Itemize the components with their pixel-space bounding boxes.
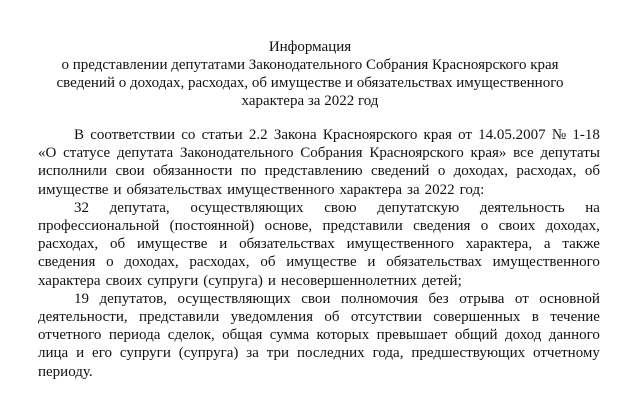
paragraph-full-time-deputies: [38, 199, 600, 290]
word: о: [437, 163, 446, 180]
word: также: [562, 236, 600, 253]
text-line: [38, 344, 600, 362]
word: свои: [301, 290, 331, 307]
word: представили: [322, 218, 403, 235]
word: об: [109, 236, 126, 253]
text-line: [38, 272, 600, 290]
word: (супруга): [178, 345, 239, 362]
text-line: [38, 326, 600, 344]
word: доходах,: [453, 163, 508, 180]
text-line: [38, 290, 600, 308]
word: супруги: [119, 345, 171, 362]
word: сделок,: [167, 327, 215, 344]
word: №: [551, 127, 567, 143]
word: статьи: [201, 127, 243, 143]
word: супруги: [147, 272, 199, 289]
word: на: [585, 199, 600, 216]
word: которых: [316, 327, 370, 344]
word: депутата: [116, 145, 174, 162]
word: превышает: [376, 327, 448, 344]
title-line: сведений о доходах, расходах, об имуществе и обязательствах имущественного: [56, 75, 564, 91]
word: 2.2: [248, 127, 268, 143]
word: 32: [74, 199, 89, 216]
text-line: [38, 235, 600, 253]
word: года,: [372, 345, 404, 362]
word: Законодательного: [179, 145, 294, 162]
word: отсутствии: [350, 309, 422, 326]
word: сведения: [38, 254, 96, 271]
word: данного: [548, 327, 600, 344]
word: исполнили: [38, 163, 108, 180]
word: статусе: [63, 145, 111, 162]
text-line: [38, 162, 600, 180]
word: 1-18: [572, 127, 600, 143]
word: предшествующих: [411, 345, 526, 362]
text-line: [38, 308, 600, 326]
text-line: [38, 363, 600, 381]
word: полномочия: [340, 290, 419, 307]
word: Собрания: [300, 145, 363, 162]
word: общий: [454, 327, 498, 344]
word: обязательствах: [239, 236, 335, 253]
word: от: [458, 127, 472, 143]
paragraph-part-time-deputies: [38, 290, 600, 381]
text-line: [38, 181, 600, 199]
word: 14.05.2007: [478, 127, 546, 143]
word: периоду.: [38, 363, 93, 380]
word: Красноярского: [322, 127, 418, 143]
word: деятельности,: [38, 309, 128, 326]
word: а: [543, 236, 551, 253]
word: об: [260, 254, 276, 271]
word: края: [423, 127, 452, 143]
word: доходах,: [124, 254, 179, 271]
word: расходах,: [189, 254, 250, 271]
word: имуществе: [38, 181, 109, 198]
word: со: [181, 127, 196, 143]
word: уведомления: [230, 309, 313, 326]
word: отрыва: [459, 290, 505, 307]
title-line: характера за 2022 год: [241, 93, 379, 109]
word: обязательствах: [386, 254, 482, 271]
word: без: [428, 290, 449, 307]
word: осуществляющих: [190, 199, 304, 216]
text-line: [38, 253, 600, 271]
word: лица: [38, 345, 69, 362]
text-line: [38, 126, 600, 144]
word: представлению: [264, 163, 363, 180]
word: о: [480, 218, 489, 235]
word: сведения: [413, 218, 471, 235]
word: профессиональной: [38, 218, 160, 235]
word: за: [407, 181, 420, 198]
word: все: [513, 145, 534, 162]
word: имущественного: [492, 254, 600, 271]
word: характера: [38, 272, 101, 289]
word: основе,: [264, 218, 313, 235]
word: 19: [74, 290, 89, 307]
word: периода: [108, 327, 161, 344]
document-title: [40, 38, 580, 110]
word: Закона: [273, 127, 317, 143]
word: (постоянной): [169, 218, 255, 235]
word: за: [246, 345, 259, 362]
word: характера: [339, 181, 403, 198]
word: расходах,: [516, 163, 577, 180]
word: свои: [115, 163, 145, 180]
word: течение: [550, 309, 600, 326]
title-line: Информация: [268, 39, 352, 55]
word: своих: [105, 272, 143, 289]
word: края»: [470, 145, 507, 162]
word: представили: [138, 309, 220, 326]
word: Красноярского: [369, 145, 464, 162]
word: и: [367, 254, 376, 271]
word: свою: [324, 199, 357, 216]
word: сумма: [269, 327, 310, 344]
word: общая: [222, 327, 263, 344]
word: основной: [539, 290, 600, 307]
text-line: [38, 144, 600, 162]
word: по: [240, 163, 257, 180]
word: и: [76, 345, 85, 362]
word: своих: [498, 218, 536, 235]
word: отчетного: [38, 327, 102, 344]
word: его: [92, 345, 112, 362]
word: об: [584, 163, 600, 180]
word: осуществляющих: [177, 290, 291, 307]
word: депутатскую: [377, 199, 460, 216]
word: имуществе: [286, 254, 357, 271]
text-line: [38, 199, 600, 217]
word: (супруга): [203, 272, 263, 289]
word: доход: [504, 327, 542, 344]
word: и: [267, 272, 276, 289]
word: от: [514, 290, 529, 307]
word: характера,: [465, 236, 533, 253]
word: отчетному: [533, 345, 600, 362]
word: и: [113, 181, 122, 198]
word: соответствии: [90, 127, 175, 143]
word: расходах,: [38, 236, 99, 253]
word: в: [531, 309, 539, 326]
word: В: [74, 127, 85, 143]
word: депутата,: [109, 199, 170, 216]
word: деятельность: [479, 199, 565, 216]
word: совершенных: [433, 309, 521, 326]
text-line: [38, 217, 600, 235]
word: и: [219, 236, 228, 253]
word: обязательствах: [126, 181, 223, 198]
document-body: [38, 126, 600, 381]
word: 2022: [424, 181, 455, 198]
word: «О: [38, 145, 57, 162]
word: о: [106, 254, 114, 271]
word: доходах,: [545, 218, 600, 235]
word: имуществе: [136, 236, 208, 253]
title-line: о представлении депутатами Законодательного Собрания Красноярского края: [61, 57, 559, 73]
word: об: [324, 309, 340, 326]
word: три: [266, 345, 290, 362]
word: сведений: [370, 163, 430, 180]
word: последних: [296, 345, 365, 362]
word: обязанности: [152, 163, 233, 180]
word: несовершеннолетних: [280, 272, 418, 289]
paragraph-intro: [38, 126, 600, 199]
word: год:: [459, 181, 485, 198]
word: детей;: [422, 272, 462, 289]
word: имущественного: [346, 236, 454, 253]
word: имущественного: [227, 181, 335, 198]
word: депутаты: [540, 145, 600, 162]
word: депутатов,: [99, 290, 168, 307]
